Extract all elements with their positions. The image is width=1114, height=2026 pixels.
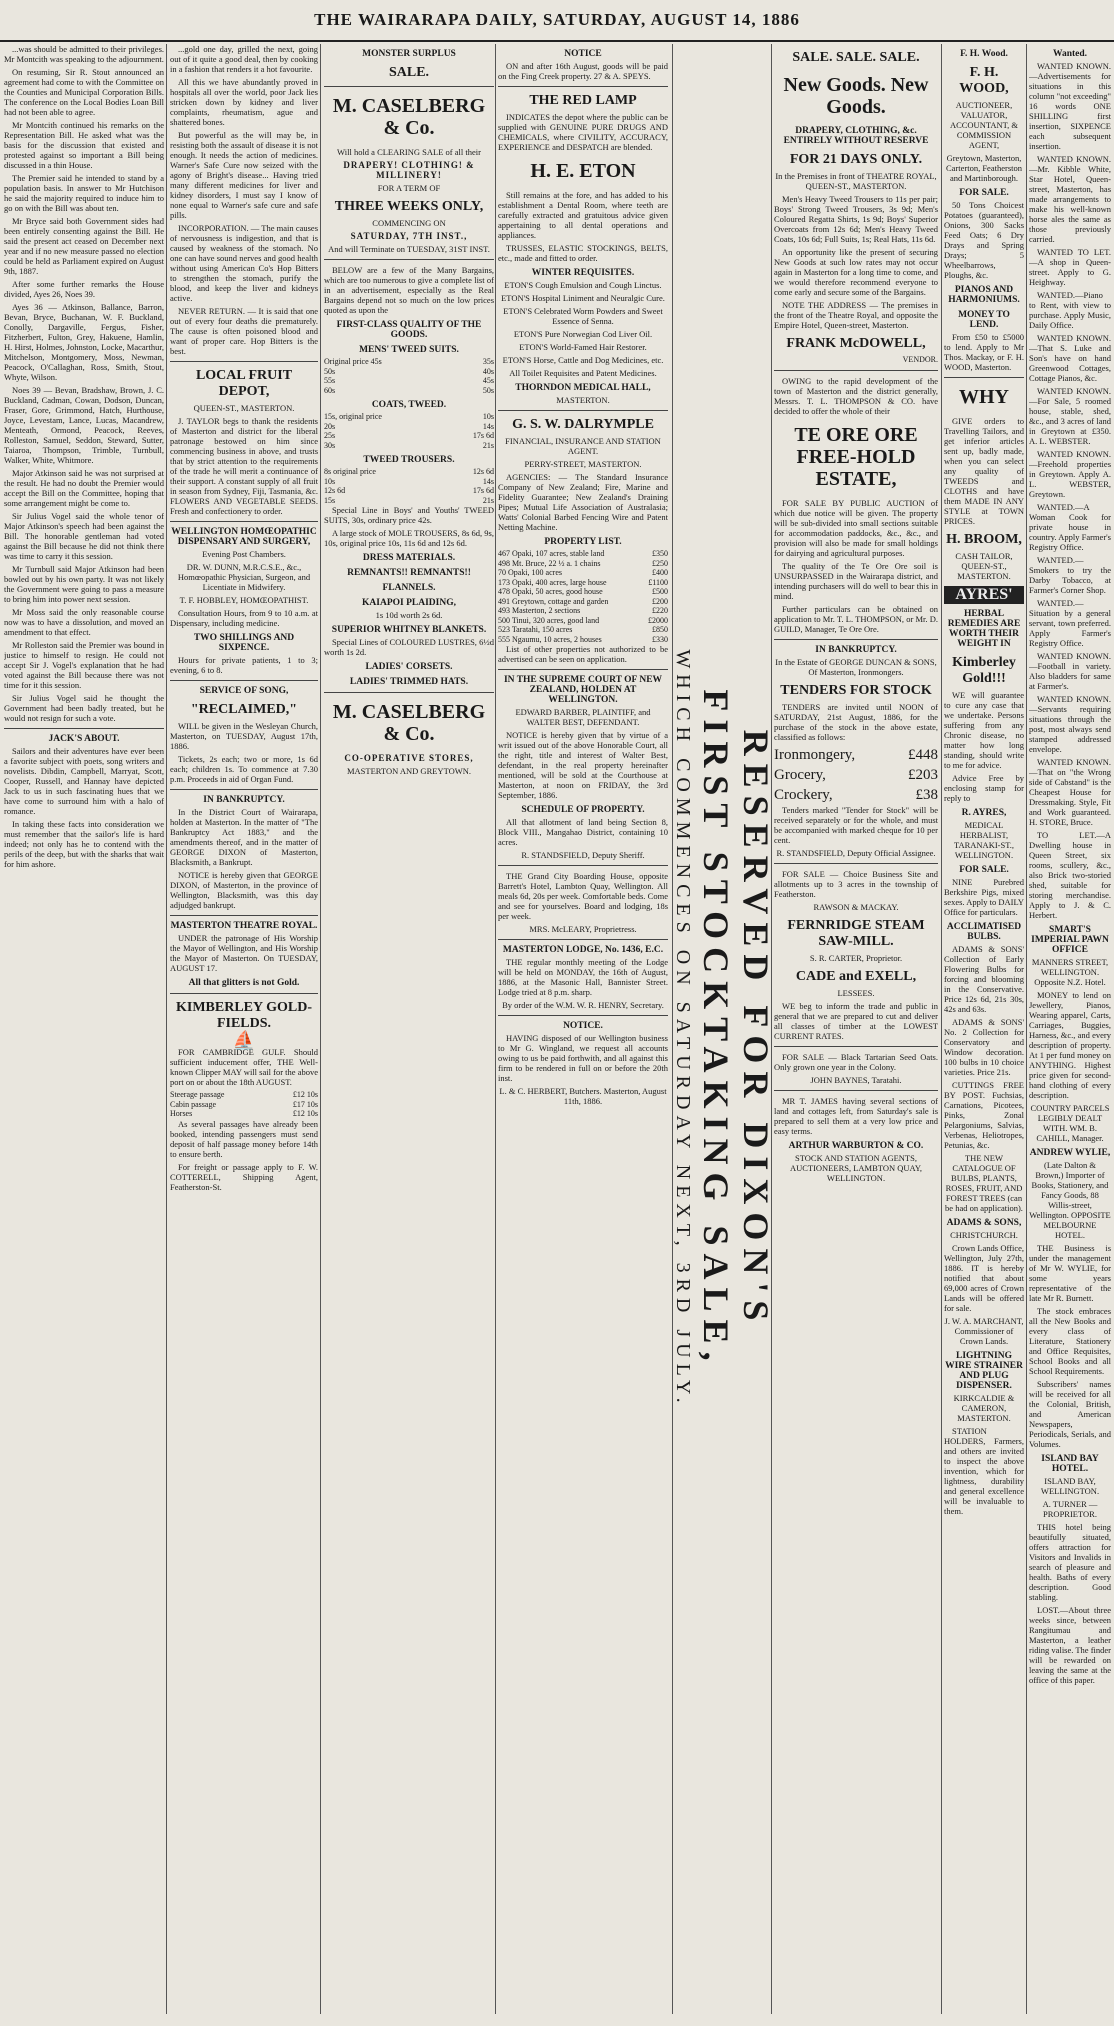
ad-body: Subscribers' names will be received for all the Colonial, British, and American Newspapers, Periodicals, Serials, and Volumes. [1029, 1379, 1111, 1449]
ad-body: Hours for private patients, 1 to 3; evening, 6 to 8. [170, 655, 318, 675]
ad-body: For freight or passage apply to F. W. COTTERELL, Shipping Agent, Featherston-St. [170, 1161, 318, 1192]
classified-item: WANTED.—Smokers to try the Darby Tobacco, at Farmer's Corner Shop. [1029, 555, 1111, 595]
ad-body: CUTTINGS FREE BY POST. Fuchsias, Carnations, Picotees, Pinks, Zonal Pelargoniums, Salvias, Verbenas, Heliotropes, Petunias, &c. [944, 1080, 1024, 1150]
classified-item: TO LET.—A Dwelling house in Queen Street, six rooms, scullery, &c., also Brick two-storied shed, suitable for storing merchandise. Apply to J. & C. Herbert. [1029, 830, 1111, 920]
ship-icon: ⛵ [232, 1030, 256, 1050]
ad-body: JOHN BAYNES, Taratahi. [810, 1075, 902, 1085]
ad-body: T. F. HOBBLEY, HOMŒOPATHIST. [179, 595, 309, 605]
divider [170, 680, 318, 681]
ad-body: In the Premises in front of THEATRE ROYAL, QUEEN-ST., MASTERTON. [775, 171, 937, 191]
ad-body: The quality of the Te Ore Ore soil is UNSURPASSED in the Wairarapa district, and intending purchasers will do well to bear this in mind. [774, 561, 938, 601]
ad-body: FOR SALE — Black Tartarian Seed Oats. Only grown one year in the Colony. [774, 1052, 938, 1072]
notice-heading: SCHEDULE OF PROPERTY. [521, 805, 645, 815]
column-rule [320, 44, 321, 2014]
divider [498, 865, 668, 866]
ad-body: Special Lines of COLOURED LUSTRES, 6½d worth 1s 2d. [324, 637, 494, 657]
ad-subheading: (Late Dalton & Brown,) Importer of Books, Stationery, and Fancy Goods, 88 Willis-street, Wellington. OPPOSITE MELBOURNE HOTEL. [1029, 1160, 1111, 1240]
ad-title: "RECLAIMED," [190, 702, 298, 717]
ad-heading: WINTER REQUISITES. [531, 268, 635, 278]
article-paragraph: The Premier said he intended to stand by a population basis. In answer to Mr Hutchison he said the majority required to induce him to go on with the Bill was about ten. [4, 173, 164, 213]
ad-title: F. H. WOOD, [959, 65, 1009, 96]
classified-item: WANTED.—Piano to Rent, with view to purchase. Apply Music, Daily Office. [1029, 290, 1111, 330]
article-paragraph: Sir Julius Vogel said he thought the Government had been badly treated, but he would not resign for such a vote. [4, 693, 164, 723]
ad-title: M. CASELBERG & Co. [332, 95, 486, 139]
notice-heading: IN BANKRUPTCY. [815, 645, 897, 655]
fares-list [170, 1090, 318, 1119]
notice-body: NOTICE is hereby given that GEORGE DIXON, of Masterton, in the province of Wellington, Blacksmith, was this day adjudged bankrupt. [170, 870, 318, 910]
price-row: 15s, original price 10s [324, 412, 494, 421]
divider [774, 863, 938, 864]
ad-body: MR T. JAMES having several sections of land and cottages left, from Saturday's sale is prepared to sell them at a very low price and easy terms. [774, 1096, 938, 1136]
ad-title: H. E. ETON [530, 160, 636, 182]
ad-body: OWING to the rapid development of the town of Masterton and the district generally, Messrs. T. L. THOMPSON & CO. have decided to offer the whole of their [774, 376, 938, 416]
divider [498, 410, 668, 411]
article-paragraph: ...was should be admitted to their privileges. Mr Montcith was speaking to the adjournment. [4, 44, 164, 64]
article-paragraph: ...gold one day, grilled the next, going out of it quite a good deal, then by cooking in a fashion that renders it a hot favourite. [170, 44, 318, 74]
ad-body: COUNTRY PARCELS LEGIBLY DEALT WITH. WM. B. CAHILL, Manager. [1030, 1103, 1110, 1143]
ad-title: H. BROOM, [946, 532, 1022, 547]
fare-row: Cabin passage £17 10s [170, 1099, 318, 1109]
ad-body: Special Line in Boys' and Youths' TWEED SUITS, 30s, ordinary price 42s. [324, 505, 494, 525]
fare-row: Steerage passage £12 10s [170, 1090, 318, 1099]
ad-body: Advice Free by enclosing stamp for reply to [944, 773, 1024, 803]
divider [4, 728, 164, 729]
column-2 [170, 44, 318, 2014]
ad-body: ADAMS & SONS' No. 2 Collection for Conservatory and Window decoration. 100 bulbs in 10 choice varieties. Price 21s. [944, 1017, 1024, 1077]
divider [170, 993, 318, 994]
article-paragraph: But powerful as the will may be, in resisting both the assault of disease it is not enough. It needs the action of medicines. Warner's Safe Cure now seized with the agony of Bright's disease... Having tried many different medicines for liver and kidney disorders, I must say I know of none equal to Warner's safe cure and safe pills. [170, 130, 318, 220]
ad-body: AUCTIONEER, VALUATOR, ACCOUNTANT, & COMMISSION AGENT, [949, 100, 1019, 150]
notice-body: EDWARD BARBER, PLAINTIFF, and WALTER BEST, DEFENDANT. [515, 707, 651, 727]
notice-body: In the Estate of GEORGE DUNCAN & SONS, Of Masterton, Ironmongers. [775, 657, 937, 677]
price-row: 10s 14s [324, 476, 494, 486]
ad-title: ADAMS & SONS, [946, 1218, 1022, 1228]
ad-heading: HERBAL REMEDIES ARE WORTH THEIR WEIGHT IN [947, 609, 1021, 649]
banner-line: FIRST STOCKTAKING SALE, [696, 689, 736, 1369]
banner-line: RESERVED FOR DIXON'S [736, 729, 776, 1329]
ad-body: As several passages have already been booked, intending passengers must send deposit of half passage money before 14th to ensure berth. [170, 1118, 318, 1159]
price-row: 12s 6d 17s 6d [324, 486, 494, 495]
ad-body: INDICATES the depot where the public can be supplied with GENUINE PURE DRUGS AND CHEMICALS, where CIVILITY, ACCURACY, EXPERIENCE and DESPATCH are blended. [498, 112, 668, 152]
product-item: ETON'S Celebrated Worm Powders and Sweet Essence of Senna. [503, 306, 663, 326]
property-row: 500 Tinui, 320 acres, good land £2000 [498, 615, 668, 625]
ad-title: THREE WEEKS ONLY, [334, 199, 484, 214]
banner-line: WHICH COMMENCES ON SATURDAY NEXT, 3RD JULY. [672, 649, 694, 1409]
ad-subheading: Evening Post Chambers. [202, 549, 286, 559]
ad-title: ANDREW WYLIE, [1029, 1148, 1111, 1158]
notice-heading: NOTICE. [563, 1021, 603, 1031]
ad-title: Kimberley Gold!!! [952, 655, 1016, 686]
ad-subheading: MASTERTON. [556, 395, 610, 405]
classified-item: WANTED KNOWN.—Football in variety. Also bladders for same at Farmer's. [1029, 651, 1111, 691]
product-item: ETON'S Horse, Cattle and Dog Medicines, etc. [502, 355, 664, 365]
dixon-sale-banner [672, 44, 776, 2014]
ad-body: WE will guarantee to cure any case that we undertake. Persons suffering from any Chronic disease, no matter how long standing, should write to me for advice. [944, 690, 1024, 770]
ad-subheading: QUEEN-ST., MASTERTON. [193, 403, 295, 413]
column-rule [1026, 44, 1027, 2014]
ad-heading: DRESS MATERIALS. [362, 553, 456, 563]
ad-heading: FLANNELS. [382, 583, 436, 593]
ad-heading: THORNDON MEDICAL HALL, [515, 383, 651, 393]
notice-body: R. STANDSFIELD, Deputy Sheriff. [521, 850, 645, 860]
column-6 [774, 44, 938, 2014]
divider [170, 915, 318, 916]
price-row: 50s 40s [324, 366, 494, 376]
product-item: ETON'S World-Famed Hair Restorer. [519, 342, 647, 352]
property-row: 467 Opaki, 107 acres, stable land £350 [498, 549, 668, 558]
divider [944, 377, 1024, 378]
classified-item: WANTED KNOWN.—Servants requiring situations through the post, most always send stamped addressed envelope. [1029, 694, 1111, 754]
ad-heading: LADIES' CORSETS. [365, 662, 453, 672]
article-paragraph: After some further remarks the House divided, Ayes 26, Noes 39. [4, 279, 164, 299]
ad-body: WILL be given in the Wesleyan Church, Masterton, on TUESDAY, August 17th, 1886. [170, 721, 318, 751]
ad-heading: KAIAPOI PLAIDING, [362, 598, 456, 608]
ad-body: 1s 10d worth 2s 6d. [375, 610, 443, 620]
property-row: 493 Masterton, 2 sections £220 [498, 606, 668, 615]
ad-heading: DRAPERY, CLOTHING, &c. ENTIRELY WITHOUT RESERVE [783, 126, 929, 146]
ad-body: FOR CAMBRIDGE GULF. Should sufficient inducement offer, THE Well-known Clipper MAY will sail for the above port on or about the 18th AUGUST. [170, 1047, 318, 1087]
divider [498, 1015, 668, 1016]
ad-body: Greytown, Masterton, Carterton, Featherston and Martinborough. [945, 153, 1022, 183]
ad-heading: PIANOS AND HARMONIUMS. [948, 285, 1020, 305]
ad-subheading: PERRY-STREET, MASTERTON. [524, 459, 642, 469]
ad-heading: FOR SALE. [959, 188, 1009, 198]
column-4 [498, 44, 668, 2014]
ad-body: 50 Tons Choicest Potatoes (guaranteed), Onions, 300 Sacks Feed Oats; 6 Dry Drays and Spring Drays; 5 Wheelbarrows, Ploughs, &c. [944, 200, 1024, 280]
ad-body: UNDER the patronage of His Worship the Mayor of Wellington, and His Worship the Mayor of Masterton. On TUESDAY, AUGUST 17. [170, 933, 318, 973]
ad-subheading: S. R. CARTER, Proprietor. [809, 953, 903, 963]
ad-body: STATION HOLDERS, Farmers, and others are invited to inspect the above invention, which for lightness, durability and general excellence will be invaluable to them. [944, 1426, 1024, 1516]
ad-subheading: CASH TAILOR, QUEEN-ST., MASTERTON. [955, 551, 1013, 581]
ad-heading: COATS, TWEED. [371, 400, 447, 410]
ad-body: THE Business is under the management of Mr W. WYLIE, for some years representative of the late Mr R. Burnett. [1029, 1243, 1111, 1303]
ad-body: J. W. A. MARCHANT, Commissioner of Crown Lands. [944, 1316, 1024, 1346]
article-paragraph: Mr Rolleston said the Premier was bound in justice to himself to resign. He could not accept Sir J. Vogel's explanation that he had voted against the Bill because there was not time for it this session. [4, 640, 164, 690]
classified-item: WANTED KNOWN.—Advertisements for situations in this column "not exceeding" 16 words ONE SHILLING first insertion, SIXPENCE each subsequent insertion. [1029, 61, 1111, 151]
ad-body: VENDOR. [902, 355, 938, 364]
ad-body: From £50 to £5000 to lend. Apply to Mr Thos. Mackay, or F. H. WOOD, Masterton. [944, 332, 1024, 372]
ad-body: A large stock of MOLE TROUSERS, 8s 6d, 9s, 10s, original price 10s, 11s 6d and 12s 6d. [324, 528, 494, 548]
ad-heading: MASTERTON THEATRE ROYAL. [170, 921, 318, 931]
ad-body: SATURDAY, 7TH INST., [350, 231, 468, 241]
ad-heading: REMNANTS!! REMNANTS!! [347, 568, 471, 578]
ad-heading: WELLINGTON HOMŒOPATHIC DISPENSARY AND SURGERY, [171, 527, 317, 547]
article-paragraph: Sir Julius Vogel said the whole tenor of Major Atkinson's speech had been against the Bill. The honorable gentleman had voted against the Bill because he did not think there was time to carry it this session. [4, 511, 164, 561]
column-3-caselberg-ad [324, 44, 494, 2014]
ad-heading: SALE. [388, 65, 430, 80]
column-7a-wood [944, 44, 1024, 2014]
column-1-news [4, 44, 164, 2014]
price-row: 30s 21s [324, 440, 494, 450]
divider [324, 86, 494, 87]
ad-heading: LADIES' TRIMMED HATS. [349, 677, 469, 687]
ad-body: R. STANDSFIELD, Deputy Official Assignee. [776, 848, 936, 858]
notice-body: In the District Court of Wairarapa, holden at Masterton. In the matter of "The Bankruptcy Act 1883," and the amendments thereof, and in the matter of GEORGE DIXON of Masterton, Blacksmith, a Bankrupt. [170, 807, 318, 867]
article-paragraph: INCORPORATION. — The main causes of nervousness is indigestion, and that is caused by weakness of the stomach. No one can have sound nerves and good health without using American Co's Hop Bitters to strengthen the stomach, purify the blood, and keep the liver and kidneys active. [170, 223, 318, 303]
ad-body: And will Terminate on TUESDAY, 31ST INST. [328, 244, 490, 254]
masthead [0, 0, 1114, 42]
classified-item: WANTED TO LET.—A shop in Queen-street. Apply to G. Heighway. [1029, 247, 1111, 287]
ad-body: FOR SALE BY PUBLIC AUCTION of which due notice will be given. The property will be sub-divided into small sections suitable for accommodation paddocks, &c., &c., and provision will also be made for small holdings for dairying and agricultural purposes. [774, 498, 938, 558]
ad-title: KIMBERLEY GOLD-FIELDS. [176, 1000, 312, 1031]
ad-body: FOR A TERM OF [377, 183, 441, 193]
ad-body: Men's Heavy Tweed Trousers to 11s per pair; Boys' Strong Tweed Trousers, 3s 9d; Men's Coloured Regatta Shirts, 1s 9d; Boys' Superior Overcoats from 12s 6d; Men's Heavy Tweed Coats, 10s 6d; Full Suits, 1s; Real Hats, 11s 6d. [774, 194, 938, 244]
ad-title: New Goods. New Goods. [783, 74, 929, 118]
ad-heading: SERVICE OF SONG, [199, 686, 289, 696]
ad-title: R. AYRES, [961, 808, 1007, 818]
ad-title: FERNRIDGE STEAM SAW-MILL. [787, 918, 925, 949]
property-row: 478 Opaki, 50 acres, good house £500 [498, 587, 668, 596]
ad-title: ARTHUR WARBURTON & CO. [788, 1141, 924, 1151]
product-item: ETON'S Pure Norwegian Cod Liver Oil. [513, 329, 653, 339]
ad-body: Tickets, 2s each; two or more, 1s 6d each; children 1s. To commence at 7.30 p.m. Proceeds in aid of Organ Fund. [170, 754, 318, 784]
ad-heading: MENS' TWEED SUITS. [359, 345, 459, 355]
ad-title: G. S. W. DALRYMPLE [512, 417, 654, 432]
ad-body: FOR SALE — Choice Business Site and allotments up to 3 acres in the township of Featherston. [774, 869, 938, 899]
notice-body: By order of the W.M. W. R. HENRY, Secretary. [502, 1000, 664, 1010]
ad-subheading: MEDICAL HERBALIST, TARANAKI-ST., WELLINGTON. [953, 820, 1015, 860]
ad-body: DRAPERY! CLOTHING! & MILLINERY! [343, 160, 475, 180]
ad-subheading: STOCK AND STATION AGENTS, AUCTIONEERS, LAMBTON QUAY, WELLINGTON. [789, 1153, 923, 1183]
property-row: 70 Opaki, 100 acres £400 [498, 568, 668, 577]
notice-heading: MASTERTON LODGE, No. 1436, E.C. [502, 945, 664, 955]
property-row: 555 Ngaumu, 10 acres, 2 houses £330 [498, 634, 668, 644]
ad-body: Still remains at the fore, and has added to his establishment a Dental Room, where teeth are carefully extracted and gratuitous advice given appertaining to all dental operations and appliances. [498, 190, 668, 240]
ad-body: List of other properties not authorized to be advertised can be seen on application. [498, 644, 668, 664]
ad-body: COMMENCING ON [372, 218, 446, 228]
tender-list [774, 745, 938, 805]
property-row: 173 Opaki, 400 acres, large house £1100 [498, 577, 668, 587]
ad-subheading: LESSEES. [837, 988, 875, 998]
classified-item: WANTED KNOWN.—That on "the Wrong side of Cabstand" is the Cheapest House for Dressmaking. Style, Fit and Work guaranteed. H. STORE, Bruce. [1029, 757, 1111, 827]
article-heading: JACK'S ABOUT. [48, 734, 120, 744]
notice-body: ON and after 16th August, goods will be paid on the Fing Creek property. 27 & A. SPEYS. [498, 61, 668, 81]
article-paragraph: Mr Turnbull said Major Atkinson had been bowled out by his own party. It was not likely the Government were going to pass a measure to bring him into power next session. [4, 564, 164, 604]
notice-body: NOTICE is hereby given that by virtue of a writ issued out of the above Honorable Court, all the right, title and interest of Walter Best, defendant, in the real property hereinafter mentioned, will be sold at the Courthouse at Masterton, at noon on FRIDAY, the 3rd September, 1886. [498, 730, 668, 800]
ad-heading: FIRST-CLASS QUALITY OF THE GOODS. [336, 320, 482, 340]
property-row: 498 Mt. Bruce, 22 ½ a. 1 chains £250 [498, 558, 668, 568]
article-paragraph: Mr Bryce said both Government sides had been entirely consenting against the Bill. He said the present act ceased on December next year and if no new measure passed no election could be held as Parliament expired on August 9th, 1887. [4, 216, 164, 276]
ad-heading: Wanted. [1052, 49, 1088, 59]
ad-body: An opportunity like the present of securing New Goods at such low rates may not occur again in Masterton for a long time to come, and we would therefore recommend everyone to come early and secure some of the Bargains. [774, 247, 938, 297]
divider [774, 370, 938, 371]
ad-title: CADE and EXELL, [795, 969, 917, 984]
ad-body: NOTE THE ADDRESS — The premises in the front of the Theatre Royal, and opposite the Empire Hotel, Queen-street, Masterton. [774, 300, 938, 330]
ad-body: Will hold a CLEARING SALE of all their [337, 147, 481, 157]
ad-heading: PROPERTY LIST. [544, 537, 622, 547]
ad-subheading: FINANCIAL, INSURANCE AND STATION AGENT. [505, 436, 661, 456]
masthead-title: THE WAIRARAPA DAILY, SATURDAY, AUGUST 14, 1886 [314, 10, 800, 29]
divider [324, 692, 494, 693]
ad-title: M. CASELBERG & Co. [332, 701, 486, 745]
ad-body: MONEY to lend on Jewellery, Pianos, Wearing apparel, Carts, Carriages, Buggies, Harness, &c., and every description of property. At 1 per fund money on ANYTHING. Highest price given for second-hand clothing of every description. [1029, 990, 1111, 1100]
price-row: Original price 45s 35s [324, 357, 494, 366]
classified-item: WANTED KNOWN.—For Sale, 5 roomed house, stable, shed, &c., and 3 acres of land in Greytown at £350. A. L. WEBSTER. [1029, 386, 1111, 446]
ad-body: BELOW are a few of the Many Bargains, which are too numerous to give a complete list of in an advertisement, especially as the Real Bargains depend not so much on the low prices quoted as upon the [324, 265, 494, 315]
ad-body: J. TAYLOR begs to thank the residents of Masterton and district for the liberal patronage bestowed on him since commencing business in above, and trusts that by strict attention to the requirements of the trade he will merit a continuance of their support. A constant supply of all fruit in season from Sydney, Fiji, Tasmania, &c. FLOWERS AND VEGETABLE SEEDS. Fresh and confectionery to order. [170, 416, 318, 516]
divider [170, 521, 318, 522]
ad-body: Consultation Hours, from 9 to 10 a.m. at Dispensary, including medicine. [170, 608, 318, 628]
ad-title: TE ORE ORE FREE-HOLD ESTATE, [794, 424, 918, 490]
price-list [324, 412, 494, 450]
ad-body: WE beg to inform the trade and public in general that we are prepared to cut and deliver all classes of timber at the LOWEST CURRENT RATES. [774, 1001, 938, 1041]
divider [774, 1090, 938, 1091]
price-row: 20s 14s [324, 421, 494, 431]
ad-body: GIVE orders to Travelling Tailors, and get inferior articles sent up, badly made, when you can select any quality of TWEEDS and CLOTHS and have them MADE IN ANY STYLE at TOWN PRICES. [944, 416, 1024, 526]
property-row: 491 Greytown, cottage and garden £200 [498, 596, 668, 606]
ad-body: ADAMS & SONS' Collection of Early Flowering Bulbs for forcing and blooming in the Conservative. Price 12s 6d, 21s 30s, 42s and 63s. [944, 944, 1024, 1014]
notice-body: HAVING disposed of our Wellington business to Mr G. Wingland, we request all accounts owing to us be paid forthwith, and all against this firm to be rendered in full on or before the 20th inst. [498, 1033, 668, 1083]
ad-subheading: MANNERS STREET, WELLINGTON. Opposite N.Z. Hotel. [1031, 957, 1109, 987]
ad-body: THE NEW CATALOGUE OF BULBS, PLANTS, ROSES, FRUIT, AND FOREST TREES (can be had on application). [945, 1153, 1023, 1213]
divider [774, 639, 938, 640]
tender-row: Grocery, £203 [774, 767, 938, 783]
article-paragraph: Major Atkinson said he was not surprised at the result. He had no doubt the Premier would accept the Bill on the Committee, hoping that some arrangement might be come to. [4, 468, 164, 508]
ad-body: TENDERS are invited until NOON of SATURDAY, 21st August, 1886, for the purchase of the stock in the above estate, classified as follows: [774, 702, 938, 742]
product-item: ETON'S Hospital Liniment and Neuralgic Cure. [501, 293, 665, 303]
price-list [324, 357, 494, 395]
article-paragraph: Ayes 36 — Atkinson, Ballance, Barron, Bevan, Bryce, Buchanan, W. F. Buckland, Conolly, Dargaville, Fergus, Fisher, Fitzherbert, Fulton, Grey, Hakuene, Hamlin, H. Hirst, Holmes, Johnston, Locke, Macarthur, Mitchelson, Montgomery, Moss, Newman, Peacock, O'Callaghan, Ross, Smith, Stout, Whyte, Wilson. [4, 302, 164, 382]
ad-body: THIS hotel being beautifully situated, offers attraction for Visitors and Invalids in search of pleasure and health. Baths of every description. Good stabling. [1029, 1522, 1111, 1602]
column-rule [941, 44, 942, 2014]
ad-heading: FOR 21 DAYS ONLY. [789, 152, 923, 167]
divider [324, 259, 494, 260]
ad-body: THE Grand City Boarding House, opposite Barrett's Hotel, Lambton Quay, Wellington. All meals 6d, 20s per week. Comfortable beds. Come and see for yourselves. Board and lodging, 18s per week. [498, 871, 668, 921]
classified-item: LOST.—About three weeks since, between Rangitumau and Masterton, a leather riding valise. The finder will be rewarded on leaving the same at the office of this paper. [1029, 1605, 1111, 1685]
column-7b-wanted [1029, 44, 1111, 2014]
notice-body: All that allotment of land being Section 8, Block VIII., Mangahao District, containing 10 acres. [498, 817, 668, 847]
ad-body: TRUSSES, ELASTIC STOCKINGS, BELTS, etc., made and fitted to order. [498, 243, 668, 263]
article-paragraph: Sailors and their adventures have ever been a favorite subject with poets, song writers and novelists. Dibdin, Campbell, Marryat, Scott, Cooper, Russell, and Hannay have depicted Jack to us in such fascinating hues that we have come to surround him with a halo of romance. [4, 746, 164, 816]
ad-heading: MONEY TO LEND. [958, 310, 1010, 330]
ad-title: SMART'S IMPERIAL PAWN OFFICE [1031, 925, 1109, 955]
article-paragraph: Mr Moss said the only reasonable course now was to have a dissolution, and moved an amendment to that effect. [4, 607, 164, 637]
notice-body: L. & C. HERBERT, Butchers. Masterton, August 11th, 1886. [499, 1086, 667, 1106]
price-row: 55s 45s [324, 376, 494, 385]
ayres-banner: AYRES' [944, 586, 1024, 604]
ad-subheading: CO-OPERATIVE STORES, [344, 753, 474, 763]
classified-item: WANTED KNOWN.—Freehold properties in Greytown. Apply A. L. WEBSTER, Greytown. [1029, 449, 1111, 499]
ad-subheading: MASTERTON AND GREYTOWN. [346, 766, 472, 776]
price-row: 15s 21s [324, 495, 494, 505]
ad-heading: TWO SHILLINGS AND SIXPENCE. [193, 633, 295, 653]
ad-body: KIRKCALDIE & CAMERON, MASTERTON. [953, 1393, 1015, 1423]
ad-title: WHY [959, 386, 1009, 408]
divider [498, 669, 668, 670]
article-paragraph: Mr Montcith continued his remarks on the Representation Bill. He asked what was the basis for the discussion that existed and protested against so important a Bill being discussed in a thin House. [4, 120, 164, 170]
ad-title: All that glitters is not Gold. [188, 978, 300, 988]
ad-title: ISLAND BAY HOTEL. [1041, 1454, 1099, 1474]
divider [170, 789, 318, 790]
ad-heading: SUPERIOR WHITNEY BLANKETS. [331, 625, 487, 635]
ad-title: LIGHTNING WIRE STRAINER AND PLUG DISPENSER. [945, 1351, 1023, 1391]
column-rule [495, 44, 496, 2014]
divider [498, 939, 668, 940]
divider [498, 86, 668, 87]
ad-subheading: ISLAND BAY, WELLINGTON. [1040, 1476, 1100, 1496]
ad-body: All Toilet Requisites and Patent Medicines. [509, 368, 657, 378]
ad-body: MRS. McLEARY, Proprietress. [529, 924, 637, 934]
article-paragraph: In taking these facts into consideration we must remember that the sailor's life is hard indeed; not only has he to contend with the perils of the deep, but with the sharks that wait for him ashore. [4, 819, 164, 869]
classified-item: WANTED KNOWN.—That S. Luke and Son's have on hand Greenwood Cottages, Cottage Pianos, &c. [1029, 333, 1111, 383]
ad-body: DR. W. DUNN, M.R.C.S.E., &c., Homœopathic Physician, Surgeon, and Licentiate in Midwifery. [177, 562, 311, 592]
notice-body: THE regular monthly meeting of the Lodge will be held on MONDAY, the 16th of August, 1886, at the Masonic Hall, Bannister Street. Lodge tried at 8 p.m. sharp. [498, 957, 668, 997]
ad-title: ACCLIMATISED BULBS. [946, 922, 1022, 942]
column-rule [166, 44, 167, 2014]
property-row: 523 Taratahi, 150 acres £850 [498, 625, 668, 634]
ad-body: AGENCIES: — The Standard Insurance Company of New Zealand; Fire, Marine and Fidelity Guarantee; New Zealand's Draining Pipes; Mutual Life Association of Australasia; Watts' Colonial Barbed Fencing Wire and Patent Netting Machine. [498, 472, 668, 532]
ad-body: Tenders marked "Tender for Stock" will be received separately or for the whole, and must be accompanied with marked cheque for 10 per cent. [774, 805, 938, 845]
ad-heading: FOR SALE. [959, 865, 1009, 875]
ad-body: Further particulars can be obtained on application to Mr. T. L. THOMPSON, or Mr. D. GUILD, Manager, Te Ore Ore. [774, 604, 938, 634]
product-item: ETON'S Cough Emulsion and Cough Linctus. [504, 280, 662, 290]
tender-row: Crockery, £38 [774, 787, 938, 803]
ad-body: NINE Purebred Berkshire Pigs, mixed sexes. Apply to DAILY Office for particulars. [944, 877, 1024, 917]
price-list [324, 467, 494, 505]
price-row: 8s original price 12s 6d [324, 467, 494, 476]
classified-item: WANTED KNOWN.—Mr. Kibble White, Star Hotel, Queen-street, Masterton, has made arrangements to make his well-known horse ales the same as those previously carried. [1029, 154, 1111, 244]
article-paragraph: On resuming, Sir R. Stout announced an agreement had come to with the Committee on the Counties and Municipal Corporation Bills. The conference on the Local Bodies Loan Bill had not been able to agree. [4, 67, 164, 117]
tender-row: Ironmongery, £448 [774, 747, 938, 763]
article-paragraph: NEVER RETURN. — It is said that one out of every four deaths die prematurely. The cause is often poisoned blood and want of proper care. Hop Bitters is the best. [170, 306, 318, 356]
ad-title: FRANK McDOWELL, [786, 336, 926, 351]
ad-heading: F. H. Wood. [960, 49, 1008, 59]
classified-item: WANTED.—Situation by a general servant, town preferred. Apply Farmer's Registry Office. [1029, 598, 1111, 648]
price-row: 60s 50s [324, 385, 494, 395]
ad-heading: LOCAL FRUIT DEPOT, [195, 368, 293, 399]
ad-subheading: CHRISTCHURCH. [950, 1230, 1018, 1240]
notice-heading: NOTICE [564, 49, 602, 59]
ad-body: RAWSON & MACKAY. [813, 902, 899, 912]
notice-heading: IN THE SUPREME COURT OF NEW ZEALAND, HOLDEN AT WELLINGTON. [503, 675, 663, 705]
ad-body: The stock embraces all the New Books and every class of Literature, Stationery and Office Requisites, School Books and all School Requirements. [1029, 1306, 1111, 1376]
fare-row: Horses £12 10s [170, 1109, 318, 1118]
ad-body: Crown Lands Office, Wellington, July 27th, 1886. IT is hereby notified that about 69,000 acres of Crown Lands will be offered for sale. [944, 1243, 1024, 1313]
article-paragraph: Noes 39 — Bevan, Bradshaw, Brown, J. C. Buckland, Cadman, Cowan, Dodson, Duncan, Fraser, Gore, Grimmond, Hatch, Hurthouse, Joyce, Levestam, Lance, Lucas, Macandrew, Menteath, Ormond, Peacock, Reeves, Rolleston, Samuel, Seddon, Steward, Sutter, Taiaroa, Thompson, Trimble, Turnbull, Walker, White, Whitmore. [4, 385, 164, 465]
ad-body: A. TURNER — PROPRIETOR. [1042, 1499, 1098, 1519]
property-list [498, 549, 668, 644]
ad-heading: THE RED LAMP [529, 93, 637, 108]
ad-heading: SALE. SALE. SALE. [792, 50, 920, 65]
ad-heading: TWEED TROUSERS. [363, 455, 455, 465]
ad-title: TENDERS FOR STOCK [780, 683, 932, 698]
classified-item: WANTED.—A Woman Cook for private house in country. Apply Farmer's Registry Office. [1029, 502, 1111, 552]
ad-heading: MONSTER SURPLUS [362, 49, 456, 59]
divider [170, 361, 318, 362]
price-row: 25s 17s 6d [324, 431, 494, 440]
article-paragraph: All this we have abundantly proved in hospitals all over the world, poor Jack lies stricken down by kidney and liver complaints, rheumatism, ague and shattered bones. [170, 77, 318, 127]
divider [774, 1046, 938, 1047]
notice-heading: IN BANKRUPTCY. [203, 795, 285, 805]
